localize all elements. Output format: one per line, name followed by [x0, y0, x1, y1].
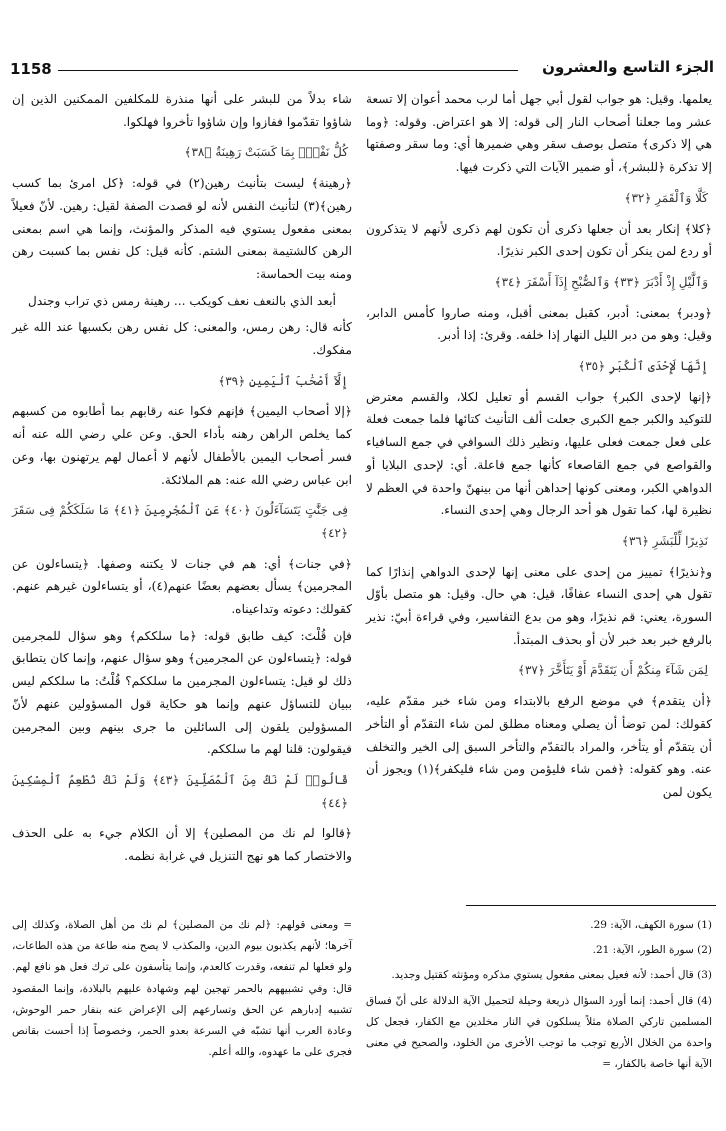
footnotes-left [12, 915, 352, 1067]
quran-verse: كَلَّا وَٱلْقَمَرِ ﴿٣٢﴾ [624, 190, 708, 205]
quran-verse: وَٱلَّيْلِ إِذْ أَدْبَرَ ﴿٣٣﴾ وَٱلصُّبْحِ إِذَآ أَسْفَرَ ﴿٣٤﴾ [494, 274, 708, 289]
paragraph: ﴿ودبر﴾ بمعنى: أدبر، كقبل بمعنى أقبل، ومنه صاروا كأمس الدابر، وقيل: وهو من دبر الليل النهار إذا خلفه. وقرئ: إذا أدبر. [366, 305, 712, 343]
footnote: = ومعنى قولهم: ﴿لم نك من المصلين﴾ لم نك من أهل الصلاة، وكذلك إلى آخرها؛ لأنهم يكذبون بيوم الدين، والمكذب لا يصح منه طاعة من هذه الطاعات، ولو فعلها لم تنفعه، وقدرت كالعدم، وإنما يتأسفون على ترك فعل هو نافع لهم. قال: وفي تشبيههم بالحمر تهجين لهم وشهادة عليهم بالبلادة، وإنما المقصود تشبيه إدبارهم عن الحق وتسارعهم إلى الإعراض عنه بنفار حمر الوحوش، وعادة العرب أنها تشبّه في السرعة بعدو الحمر، وخصوصاً إذا أحست بقانص فجرى على ما عهدوه، والله أعلم. [12, 919, 352, 1059]
footnote: (1) سورة الكهف، الآية: 29. [590, 919, 712, 931]
paragraph: يعلمها. وقيل: هو جواب لقول أبي جهل أما لرب محمد أعوان إلا تسعة عشر وما جعلنا أصحاب النار إلى قوله: إلا هو اعتراض. وقوله: ﴿وما هي إلا ذكرى﴾ متصل بوصف سقر وهي ضميرها أي: وما سقر وصفتها إلا تذكرة ﴿للبشر﴾، أو ضمير الآيات التي ذكرت فيها. [366, 92, 712, 175]
footnote-rule [466, 905, 716, 906]
paragraph: و﴿نذيرًا﴾ تمييز من إحدى على معنى إنها لإحدى الدواهي إنذارًا كما تقول هي إحدى النساء عفافًا، قيل: هي حال. وقيل: هو متصل بأوّل السورة، يعني: قم نذيرًا، وهو من بدع التفاسير، وفي قراءة أبيّ: نذير بالرفع خبر بعد خبر لأن أو بحذف المبتدأ. [366, 564, 712, 647]
quran-verse: إِنَّهَا لَإِحْدَى ٱلْكُبَرِ ﴿٣٥﴾ [578, 359, 708, 374]
footnote: (4) قال أحمد: إنما أورد السؤال ذريعة وحيلة لتحميل الآية الدلالة على أنّ فساق المسلمين تاركي الصلاة مثلاً يسلكون في النار مخلدين مع الكفار، فجعل كل واحدة من الخلال الأربع توجب ما توجب الأخرى من الخلود، والصحيح في معنى الآية أنها خاصة بالكفار، = [366, 994, 712, 1071]
paragraph: ﴿في جنات﴾ أي: هم في جنات لا يكتنه وصفها. ﴿يتساءلون عن المجرمين﴾ يسأل بعضهم بعضًا عنهم(٤)، أو يتساءلون غيرهم عنهم. كقولك: دعوته وتداعيناه. [12, 556, 352, 617]
paragraph: فإن قُلْتَ: كيف طابق قوله: ﴿ما سلككم﴾ وهو سؤال للمجرمين قوله: ﴿يتساءلون عن المجرمين﴾ وهو سؤال عنهم، وإنما كان يتطابق ذلك لو قيل: يتساءلون المجرمين ما سلككم؟ قُلْتُ: ما سلككم ليس ببيان للتساؤل عنهم وإنما هو حكاية قول المسؤولين عنهم لأنّ المسؤولين يلقون إلى السائلين ما جرى بينهم وبين المجرمين فيقولون: قلنا لهم ما سلككم. [12, 628, 352, 757]
quran-verse: فِى جَنَّٰتٍ يَتَسَآءَلُونَ ﴿٤٠﴾ عَنِ ٱلْمُجْرِمِينَ ﴿٤١﴾ مَا سَلَكَكُمْ فِى سَقَرَ ﴿٤٢﴾ [12, 503, 349, 540]
paragraph: شاء بدلاً من للبشر على أنها منذرة للمكلفين الممكنين الذين إن شاؤوا تقدّموا ففازوا وإن شاؤوا تأخروا فهلكوا. [12, 92, 352, 129]
footnote: (2) سورة الطور، الآية: 21. [592, 944, 712, 957]
poem-verse: أبعد الذي بالنعف نعف كويكب ... رهينة رمس ذي تراب وجندل [28, 293, 336, 308]
paragraph: ﴿كلا﴾ إنكار بعد أن جعلها ذكرى أن تكون لهم ذكرى لأنهم لا يتذكرون أو ردع لمن ينكر أن تكون إحدى الكبر نذيرًا. [366, 221, 712, 259]
paragraph: ﴿إنها لإحدى الكبر﴾ جواب القسم أو تعليل لكلا، والقسم معترض للتوكيد والكبر جمع الكبرى جعلت ألف التأنيث كتائها فلما جمعت فعلة على فعل جمعت فعلى عليها، ونظير ذلك السوافي في جمع السافياء والقواصع في جمع القاصعاء كأنها جمع فاعلة. أي: لإحدى البلايا أو الدواهي الكبر، ومعنى كونها إحداهن أنها من بينهنّ واحدة في العظم لا نظيرة لها، كما تقول هو أحد الرجال وهي إحدى النساء. [366, 389, 712, 518]
running-title: الجزء التاسع والعشرون [542, 58, 714, 76]
footnote: (3) قال أحمد: لأنه فعيل بمعنى مفعول يستوي مذكره ومؤنثه كقتيل وجديد. [391, 969, 712, 982]
header-rule [58, 70, 518, 71]
quran-verse: لِمَن شَآءَ مِنكُمْ أَن يَتَقَدَّمَ أَوْ يَتَأَخَّرَ ﴿٣٧﴾ [517, 663, 708, 678]
page-header [8, 58, 718, 80]
quran-verse: إِلَّآ أَصْحَٰبَ ٱلْيَمِينِ ﴿٣٩﴾ [218, 373, 348, 388]
page-number: 1158 [10, 60, 52, 78]
quran-verse: نَذِيرًا لِّلْبَشَرِ ﴿٣٦﴾ [621, 533, 708, 548]
quran-verse: كُلُّ نَفْسٍۭ بِمَا كَسَبَتْ رَهِينَةٌ ﴿٣٨﴾ [184, 145, 348, 160]
paragraph: ﴿إلا أصحاب اليمين﴾ فإنهم فكوا عنه رقابهم بما أطابوه من كسبهم كما يخلص الراهن رهنه بأداء الحق. وعن علي رضي الله عنه أنه فسر أصحاب اليمين بالأطفال لأنهم لا أعمال لهم يرتهنون بها، وعن ابن عباس رضي الله عنه: هم الملائكة. [12, 404, 352, 487]
paragraph: ﴿رهينة﴾ ليست بتأنيث رهين(٢) في قوله: ﴿كل امرئ بما كسب رهين﴾(٣) لتأنيث النفس لأنه لو قصدت الصفة لقيل: رهين. لأنّ فعيلاً بمعنى مفعول يستوي فيه المذكر والمؤنث، وإنما هي اسم بمعنى الرهن كالشتيمة بمعنى الشتم. كأنه قيل: كل نفس بما كسبت رهن ومنه بيت الحماسة: [12, 176, 352, 281]
footnotes-right [366, 915, 712, 1079]
quran-verse: قَالُوا۟ لَمْ نَكُ مِنَ ٱلْمُصَلِّينَ ﴿٤٣﴾ وَلَمْ نَكُ نُطْعِمُ ٱلْمِسْكِينَ ﴿٤٤﴾ [12, 772, 348, 810]
paragraph: ﴿قالوا لم نك من المصلين﴾ إلا أن الكلام جيء به على الحذف والاختصار كما هو نهج التنزيل في غرابة نظمه. [12, 826, 352, 864]
right-column [366, 88, 712, 808]
paragraph: كأنه قال: رهن رمس، والمعنى: كل نفس رهن بكسبها عند الله غير مفكوك. [12, 320, 352, 358]
paragraph: ﴿أن يتقدم﴾ في موضع الرفع بالابتداء ومن شاء خبر مقدّم عليه، كقولك: لمن توضأ أن يصلي ومعناه مطلق لمن شاء التقدّم أو التأخر أن يتقدّم أو يتأخر، والمراد بالتقدّم والتأخر السبق إلى الخير والتخلف عنه. وهو كقوله: ﴿فمن شاء فليؤمن ومن شاء فليكفر﴾(١) ويجوز أن يكون لمن [366, 694, 712, 799]
left-column [12, 88, 352, 872]
